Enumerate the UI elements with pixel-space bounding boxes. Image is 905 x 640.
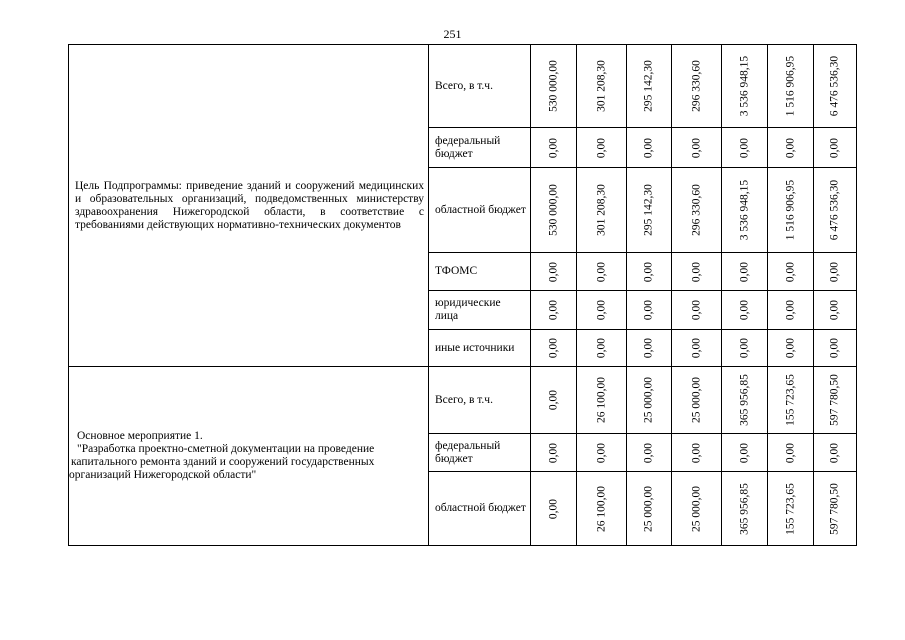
value-cell: 0,00 [768,253,814,291]
value-cell: 0,00 [672,330,722,367]
event-description-cell [69,367,429,546]
value-cell: 597 780,50 [814,472,857,546]
page-number: 251 [443,27,462,41]
source-label: Всего, в т.ч. [429,367,531,434]
value-cell: 296 330,60 [672,168,722,253]
value-cell: 0,00 [672,128,722,168]
value-cell: 0,00 [531,330,577,367]
value-cell: 365 956,85 [722,472,768,546]
value-cell: 0,00 [531,434,577,472]
event-title-line: "Разработка проектно-сметной документации на проведение [77,443,375,455]
source-label: иные источники [429,330,531,367]
value-cell: 0,00 [722,253,768,291]
goal-description-cell [69,45,429,367]
value-cell: 0,00 [577,291,627,330]
source-label: федеральный бюджет [429,434,531,472]
source-label: юридические лица [429,291,531,330]
source-label: ТФОМС [429,253,531,291]
value-cell: 0,00 [531,472,577,546]
value-cell: 295 142,30 [627,45,672,128]
value-cell: 0,00 [814,291,857,330]
value-cell: 0,00 [814,330,857,367]
value-cell: 25 000,00 [672,367,722,434]
value-cell: 530 000,00 [531,45,577,128]
value-cell: 0,00 [722,434,768,472]
value-cell: 365 956,85 [722,367,768,434]
value-cell: 597 780,50 [814,367,857,434]
value-cell: 0,00 [814,253,857,291]
source-label: областной бюджет [429,472,531,546]
value-cell: 0,00 [814,128,857,168]
value-cell: 0,00 [577,330,627,367]
value-cell: 0,00 [627,330,672,367]
value-cell: 1 516 906,95 [768,45,814,128]
value-cell: 0,00 [577,434,627,472]
value-cell: 0,00 [531,291,577,330]
value-cell: 0,00 [768,434,814,472]
value-cell: 530 000,00 [531,168,577,253]
value-cell: 295 142,30 [627,168,672,253]
value-cell: 301 208,30 [577,45,627,128]
table-row [69,45,857,128]
value-cell: 296 330,60 [672,45,722,128]
value-cell: 0,00 [768,291,814,330]
source-label: Всего, в т.ч. [429,45,531,128]
value-cell: 26 100,00 [577,472,627,546]
value-cell: 0,00 [627,434,672,472]
value-cell: 0,00 [722,330,768,367]
value-cell: 26 100,00 [577,367,627,434]
value-cell: 0,00 [531,367,577,434]
value-cell: 0,00 [531,253,577,291]
budget-table [68,44,857,546]
event-description [69,430,428,482]
value-cell: 6 476 536,30 [814,45,857,128]
value-cell: 3 536 948,15 [722,168,768,253]
source-label: федеральный бюджет [429,128,531,168]
value-cell: 1 516 906,95 [768,168,814,253]
value-cell: 0,00 [672,291,722,330]
value-cell: 0,00 [814,434,857,472]
event-heading: Основное мероприятие 1. [77,430,203,442]
source-label: областной бюджет [429,168,531,253]
value-cell: 155 723,65 [768,367,814,434]
value-cell: 0,00 [627,253,672,291]
value-cell: 0,00 [531,128,577,168]
value-cell: 0,00 [722,128,768,168]
value-cell: 0,00 [577,253,627,291]
value-cell: 0,00 [768,128,814,168]
event-title-line: капитального ремонта зданий и сооружений государственных [71,456,375,468]
value-cell: 155 723,65 [768,472,814,546]
value-cell: 0,00 [627,291,672,330]
value-cell: 0,00 [722,291,768,330]
value-cell: 25 000,00 [627,367,672,434]
value-cell: 25 000,00 [672,472,722,546]
value-cell: 25 000,00 [627,472,672,546]
value-cell: 0,00 [672,253,722,291]
goal-description: Цель Подпрограммы: приведение зданий и сооружений медицинских и образовательных организаций, подведомственных министерству здравоохранения Нижегородской области, в соответствие с требованиями действующих нормативно-технических документов [75,179,424,231]
value-cell: 0,00 [672,434,722,472]
value-cell: 6 476 536,30 [814,168,857,253]
value-cell: 0,00 [627,128,672,168]
event-title-line: организаций Нижегородской области" [69,469,257,481]
value-cell: 0,00 [768,330,814,367]
value-cell: 301 208,30 [577,168,627,253]
table-row [69,367,857,434]
value-cell: 3 536 948,15 [722,45,768,128]
value-cell: 0,00 [577,128,627,168]
